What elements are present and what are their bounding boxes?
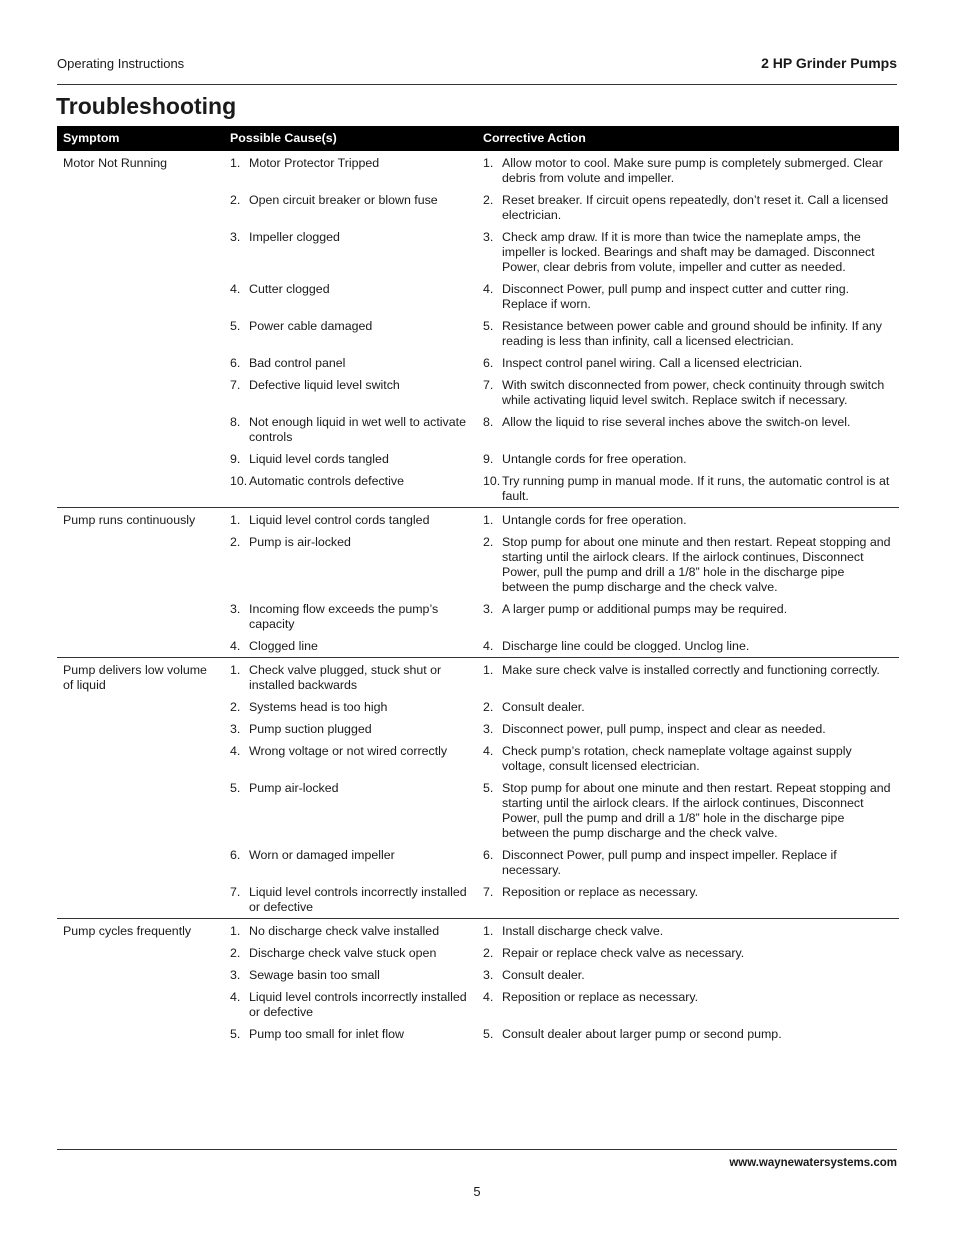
action-item xyxy=(483,990,893,1005)
cause-number: 3. xyxy=(230,968,241,982)
cause-number: 1. xyxy=(230,156,241,170)
cause-text: Liquid level controls incorrectly installed or defective xyxy=(249,990,467,1019)
action-cell xyxy=(477,658,899,701)
symptom-cell xyxy=(57,781,224,848)
action-number: 2. xyxy=(483,193,494,207)
cause-text: Pump air-locked xyxy=(249,781,339,795)
cause-cell xyxy=(224,151,477,193)
cause-text: Power cable damaged xyxy=(249,319,373,333)
action-cell xyxy=(477,193,899,230)
action-cell xyxy=(477,415,899,452)
cause-number: 5. xyxy=(230,1027,241,1041)
page-number: 5 xyxy=(473,1184,481,1199)
action-item xyxy=(483,602,893,617)
cause-cell xyxy=(224,848,477,885)
cause-text: Cutter clogged xyxy=(249,282,330,296)
cause-text: Pump is air-locked xyxy=(249,535,351,549)
action-number: 6. xyxy=(483,848,494,862)
action-item xyxy=(483,193,893,223)
action-number: 1. xyxy=(483,663,494,677)
cause-number: 10. xyxy=(230,474,248,488)
table-row xyxy=(57,452,899,474)
table-row xyxy=(57,508,899,536)
action-item xyxy=(483,535,893,595)
action-text: Stop pump for about one minute and then restart. Repeat stopping and starting until the airlock clears. If the airlock continues, Disconnect Power, pull the pump and drill a 1/8” hole in the discharge pipe between the pump discharge and the check valve. xyxy=(502,781,891,840)
action-number: 4. xyxy=(483,282,494,296)
symptom-cell xyxy=(57,193,224,230)
action-item xyxy=(483,1027,893,1042)
cause-item xyxy=(230,378,471,393)
action-text: Reposition or replace as necessary. xyxy=(502,885,699,899)
cause-item xyxy=(230,722,471,737)
action-number: 3. xyxy=(483,968,494,982)
table-row xyxy=(57,744,899,781)
action-cell xyxy=(477,356,899,378)
cause-number: 1. xyxy=(230,924,241,938)
cause-text: Incoming flow exceeds the pump’s capacity xyxy=(249,602,439,631)
action-cell xyxy=(477,378,899,415)
cause-cell xyxy=(224,744,477,781)
cause-item xyxy=(230,193,471,208)
action-item xyxy=(483,282,893,312)
cause-text: Motor Protector Tripped xyxy=(249,156,380,170)
action-item xyxy=(483,356,893,371)
action-text: Consult dealer. xyxy=(502,700,585,714)
action-item xyxy=(483,848,893,878)
action-cell xyxy=(477,230,899,282)
action-number: 5. xyxy=(483,781,494,795)
cause-cell xyxy=(224,474,477,508)
page-title: Troubleshooting xyxy=(56,93,237,119)
table-row xyxy=(57,968,899,990)
cause-cell xyxy=(224,602,477,639)
action-item xyxy=(483,319,893,349)
cause-number: 4. xyxy=(230,990,241,1004)
action-text: Untangle cords for free operation. xyxy=(502,452,687,466)
table-row xyxy=(57,848,899,885)
cause-cell xyxy=(224,508,477,536)
column-header-action: Corrective Action xyxy=(477,126,899,151)
symptom-cell xyxy=(57,535,224,602)
table-row xyxy=(57,919,899,947)
table-body xyxy=(57,151,899,1045)
cause-text: Pump too small for inlet flow xyxy=(249,1027,404,1041)
action-number: 4. xyxy=(483,990,494,1004)
action-number: 8. xyxy=(483,415,494,429)
cause-number: 2. xyxy=(230,700,241,714)
table-row xyxy=(57,946,899,968)
symptom-cell xyxy=(57,452,224,474)
action-item xyxy=(483,924,893,939)
cause-item xyxy=(230,415,471,445)
action-number: 6. xyxy=(483,356,494,370)
cause-number: 5. xyxy=(230,781,241,795)
table-row xyxy=(57,151,899,193)
cause-item xyxy=(230,319,471,334)
cause-number: 7. xyxy=(230,885,241,899)
cause-number: 4. xyxy=(230,639,241,653)
cause-cell xyxy=(224,919,477,947)
action-cell xyxy=(477,990,899,1027)
cause-text: Pump suction plugged xyxy=(249,722,372,736)
action-item xyxy=(483,700,893,715)
symptom-cell: Pump cycles frequently xyxy=(63,924,192,938)
cause-cell xyxy=(224,356,477,378)
action-number: 9. xyxy=(483,452,494,466)
symptom-cell xyxy=(57,230,224,282)
action-text: Disconnect power, pull pump, inspect and clear as needed. xyxy=(502,722,826,736)
symptom-cell xyxy=(57,885,224,919)
symptom-cell: Pump delivers low volume of liquid xyxy=(63,663,207,692)
action-text: Discharge line could be clogged. Unclog line. xyxy=(502,639,750,653)
cause-cell xyxy=(224,946,477,968)
action-item xyxy=(483,885,893,900)
action-item xyxy=(483,968,893,983)
cause-cell xyxy=(224,452,477,474)
table-row xyxy=(57,319,899,356)
action-item xyxy=(483,415,893,430)
cause-number: 4. xyxy=(230,744,241,758)
symptom-cell xyxy=(57,639,224,658)
action-item xyxy=(483,156,893,186)
action-text: Disconnect Power, pull pump and inspect impeller. Replace if necessary. xyxy=(502,848,837,877)
table-row xyxy=(57,282,899,319)
table-row xyxy=(57,658,899,701)
table-row xyxy=(57,700,899,722)
symptom-cell xyxy=(57,722,224,744)
action-text: With switch disconnected from power, check continuity through switch while activating liquid level switch. Replace switch if necessary. xyxy=(502,378,885,407)
action-text: Reposition or replace as necessary. xyxy=(502,990,699,1004)
action-text: Allow the liquid to rise several inches above the switch-on level. xyxy=(502,415,851,429)
action-text: Try running pump in manual mode. If it runs, the automatic control is at fault. xyxy=(502,474,890,503)
cause-number: 5. xyxy=(230,319,241,333)
cause-number: 4. xyxy=(230,282,241,296)
action-text: Stop pump for about one minute and then restart. Repeat stopping and starting until the airlock clears. If the airlock continues, Disconnect Power, pull the pump and drill a 1/8” hole in the discharge pipe between the pump discharge and the check valve. xyxy=(502,535,891,594)
cause-text: Automatic controls defective xyxy=(249,474,404,488)
action-cell xyxy=(477,282,899,319)
symptom-cell xyxy=(57,1027,224,1045)
table-row xyxy=(57,885,899,919)
action-cell xyxy=(477,508,899,536)
table-row xyxy=(57,1027,899,1045)
cause-text: Discharge check valve stuck open xyxy=(249,946,437,960)
action-item xyxy=(483,781,893,841)
action-item xyxy=(483,452,893,467)
table-row xyxy=(57,356,899,378)
action-cell xyxy=(477,700,899,722)
symptom-cell xyxy=(57,700,224,722)
cause-cell xyxy=(224,700,477,722)
cause-cell xyxy=(224,282,477,319)
action-cell xyxy=(477,535,899,602)
cause-number: 1. xyxy=(230,663,241,677)
action-number: 10. xyxy=(483,474,501,488)
cause-text: Bad control panel xyxy=(249,356,346,370)
action-cell xyxy=(477,602,899,639)
cause-cell xyxy=(224,885,477,919)
action-cell xyxy=(477,848,899,885)
action-cell xyxy=(477,452,899,474)
action-cell xyxy=(477,781,899,848)
action-text: Check pump’s rotation, check nameplate voltage against supply voltage, consult licensed electrician. xyxy=(502,744,852,773)
action-text: Check amp draw. If it is more than twice the nameplate amps, the impeller is locked. Bearings and shaft may be damaged. Disconnect Power, clear debris from volute, impeller and cutter as needed. xyxy=(502,230,875,274)
action-text: Consult dealer about larger pump or second pump. xyxy=(502,1027,782,1041)
cause-number: 3. xyxy=(230,722,241,736)
cause-number: 1. xyxy=(230,513,241,527)
table-row xyxy=(57,415,899,452)
cause-item xyxy=(230,282,471,297)
table-row xyxy=(57,602,899,639)
cause-cell xyxy=(224,193,477,230)
action-item xyxy=(483,474,893,504)
cause-text: Clogged line xyxy=(249,639,318,653)
action-text: Inspect control panel wiring. Call a licensed electrician. xyxy=(502,356,803,370)
action-text: Reset breaker. If circuit opens repeatedly, don’t reset it. Call a licensed electrician. xyxy=(502,193,889,222)
cause-item xyxy=(230,639,471,654)
symptom-cell: Motor Not Running xyxy=(63,156,167,170)
table-row xyxy=(57,535,899,602)
table-row xyxy=(57,990,899,1027)
table-row xyxy=(57,781,899,848)
action-number: 7. xyxy=(483,378,494,392)
cause-cell xyxy=(224,990,477,1027)
action-number: 2. xyxy=(483,535,494,549)
table-row xyxy=(57,378,899,415)
action-item xyxy=(483,744,893,774)
column-header-symptom: Symptom xyxy=(57,126,224,151)
action-cell xyxy=(477,319,899,356)
symptom-cell xyxy=(57,282,224,319)
action-item xyxy=(483,513,893,528)
page-footer xyxy=(57,1149,897,1169)
cause-text: Impeller clogged xyxy=(249,230,340,244)
footer-url: www.waynewatersystems.com xyxy=(729,1157,897,1169)
cause-number: 3. xyxy=(230,602,241,616)
action-text: Untangle cords for free operation. xyxy=(502,513,687,527)
cause-item xyxy=(230,356,471,371)
symptom-cell xyxy=(57,378,224,415)
cause-item xyxy=(230,474,471,489)
cause-cell xyxy=(224,535,477,602)
action-cell xyxy=(477,639,899,658)
symptom-cell xyxy=(57,356,224,378)
symptom-cell xyxy=(57,415,224,452)
cause-cell xyxy=(224,415,477,452)
header-section-label: Operating Instructions xyxy=(57,56,185,71)
cause-text: No discharge check valve installed xyxy=(249,924,440,938)
action-text: Disconnect Power, pull pump and inspect cutter and cutter ring. Replace if worn. xyxy=(502,282,850,311)
action-cell xyxy=(477,1027,899,1045)
action-cell xyxy=(477,474,899,508)
cause-cell xyxy=(224,230,477,282)
column-header-causes: Possible Cause(s) xyxy=(224,126,477,151)
action-text: Install discharge check valve. xyxy=(502,924,664,938)
action-number: 3. xyxy=(483,722,494,736)
action-number: 1. xyxy=(483,513,494,527)
cause-text: Worn or damaged impeller xyxy=(249,848,395,862)
cause-text: Wrong voltage or not wired correctly xyxy=(249,744,448,758)
cause-cell xyxy=(224,781,477,848)
action-item xyxy=(483,946,893,961)
action-number: 4. xyxy=(483,744,494,758)
cause-cell xyxy=(224,968,477,990)
symptom-cell xyxy=(57,946,224,968)
cause-cell xyxy=(224,378,477,415)
cause-text: Liquid level cords tangled xyxy=(249,452,389,466)
symptom-cell xyxy=(57,602,224,639)
cause-cell xyxy=(224,658,477,701)
cause-number: 8. xyxy=(230,415,241,429)
cause-text: Check valve plugged, stuck shut or installed backwards xyxy=(249,663,442,692)
cause-cell xyxy=(224,639,477,658)
action-cell xyxy=(477,946,899,968)
cause-item xyxy=(230,663,471,693)
action-text: Resistance between power cable and ground should be infinity. If any reading is less than infinity, call a licensed electrician. xyxy=(502,319,882,348)
cause-item xyxy=(230,1027,471,1042)
symptom-cell: Pump runs continuously xyxy=(63,513,196,527)
cause-text: Open circuit breaker or blown fuse xyxy=(249,193,438,207)
cause-item xyxy=(230,781,471,796)
cause-item xyxy=(230,968,471,983)
cause-number: 6. xyxy=(230,356,241,370)
symptom-cell xyxy=(57,968,224,990)
symptom-cell xyxy=(57,990,224,1027)
cause-item xyxy=(230,230,471,245)
action-cell xyxy=(477,968,899,990)
cause-number: 6. xyxy=(230,848,241,862)
action-cell xyxy=(477,919,899,947)
cause-item xyxy=(230,848,471,863)
cause-number: 7. xyxy=(230,378,241,392)
page-header xyxy=(57,54,897,85)
action-text: A larger pump or additional pumps may be required. xyxy=(502,602,788,616)
cause-text: Sewage basin too small xyxy=(249,968,380,982)
table-row xyxy=(57,722,899,744)
cause-text: Liquid level control cords tangled xyxy=(249,513,430,527)
cause-item xyxy=(230,924,471,939)
cause-cell xyxy=(224,319,477,356)
cause-item xyxy=(230,513,471,528)
cause-item xyxy=(230,602,471,632)
cause-number: 2. xyxy=(230,193,241,207)
action-number: 3. xyxy=(483,602,494,616)
symptom-cell xyxy=(57,319,224,356)
action-cell xyxy=(477,885,899,919)
cause-text: Defective liquid level switch xyxy=(249,378,400,392)
action-number: 7. xyxy=(483,885,494,899)
action-number: 2. xyxy=(483,700,494,714)
table-row xyxy=(57,230,899,282)
cause-item xyxy=(230,885,471,915)
cause-number: 2. xyxy=(230,946,241,960)
action-number: 4. xyxy=(483,639,494,653)
symptom-cell xyxy=(57,474,224,508)
cause-item xyxy=(230,452,471,467)
action-text: Consult dealer. xyxy=(502,968,585,982)
action-number: 1. xyxy=(483,924,494,938)
action-item xyxy=(483,663,893,678)
action-cell xyxy=(477,722,899,744)
action-text: Make sure check valve is installed correctly and functioning correctly. xyxy=(502,663,880,677)
symptom-cell xyxy=(57,848,224,885)
action-cell xyxy=(477,744,899,781)
action-text: Repair or replace check valve as necessary. xyxy=(502,946,745,960)
cause-cell xyxy=(224,722,477,744)
action-number: 5. xyxy=(483,319,494,333)
action-text: Allow motor to cool. Make sure pump is completely submerged. Clear debris from volute and impeller. xyxy=(502,156,883,185)
action-item xyxy=(483,230,893,275)
header-product-title: 2 HP Grinder Pumps xyxy=(761,55,897,71)
cause-item xyxy=(230,700,471,715)
action-number: 1. xyxy=(483,156,494,170)
action-cell xyxy=(477,151,899,193)
cause-text: Liquid level controls incorrectly installed or defective xyxy=(249,885,467,914)
table-row xyxy=(57,193,899,230)
cause-item xyxy=(230,156,471,171)
action-number: 5. xyxy=(483,1027,494,1041)
table-header-row xyxy=(57,126,899,151)
cause-item xyxy=(230,535,471,550)
table-row xyxy=(57,474,899,508)
cause-cell xyxy=(224,1027,477,1045)
action-item xyxy=(483,722,893,737)
symptom-cell xyxy=(57,744,224,781)
action-number: 3. xyxy=(483,230,494,244)
troubleshooting-table xyxy=(57,126,899,1045)
action-item xyxy=(483,378,893,408)
cause-number: 9. xyxy=(230,452,241,466)
cause-text: Not enough liquid in wet well to activate controls xyxy=(249,415,466,444)
table-row xyxy=(57,639,899,658)
cause-number: 2. xyxy=(230,535,241,549)
cause-number: 3. xyxy=(230,230,241,244)
action-item xyxy=(483,639,893,654)
action-number: 2. xyxy=(483,946,494,960)
cause-item xyxy=(230,946,471,961)
cause-item xyxy=(230,744,471,759)
cause-text: Systems head is too high xyxy=(249,700,388,714)
cause-item xyxy=(230,990,471,1020)
